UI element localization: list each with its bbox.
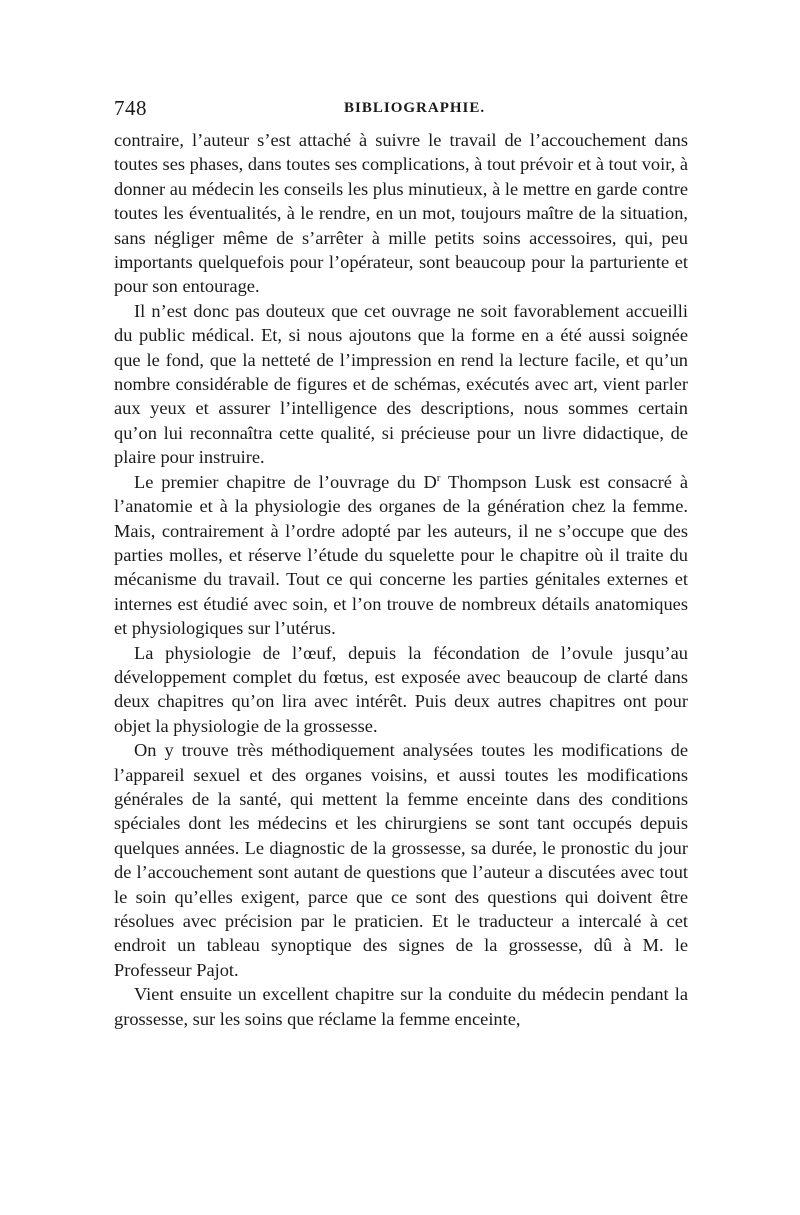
paragraph-6: Vient ensuite un excellent chapitre sur la conduite du médecin pendant la grossesse, sur les soins que réclame la femme enceinte,	[114, 984, 688, 1029]
paragraph-2: Il n’est donc pas douteux que cet ouvrage ne soit favorablement accueilli du public médical. Et, si nous ajoutons que la forme en a été aussi soignée que le fond, que la netteté de l’impression en rend la lecture facile, et qu’un nombre considérable de figures et de schémas, exécutés avec art, vient parler aux yeux et assurer l’intelligence des descriptions, nous sommes certain qu’on lui reconnaîtra cette qualité, si précieuse pour un livre didactique, de plaire pour instruire.	[114, 300, 688, 468]
paragraph-3	[114, 470, 688, 641]
paragraph-5: On y trouve très méthodiquement analysées toutes les modifications de l’appareil sexuel et des organes voisins, et aussi toutes les modifications générales de la santé, qui mettent la femme enceinte dans des conditions spéciales dont les médecins et les chirurgiens se sont tant occupés depuis quelques années. Le diagnostic de la grossesse, sa durée, le pronostic du jour de l’accouchement sont autant de questions que l’auteur a discutées avec tout le soin qu’elles exigent, parce que ce sont des questions qui doivent être résolues avec précision par le praticien. Et le traducteur a intercalé à cet endroit un tableau synoptique des signes de la grossesse, dû à M. le Professeur Pajot.	[114, 740, 688, 980]
paragraph-1: contraire, l’auteur s’est attaché à suivre le travail de l’accouchement dans toutes ses phases, dans toutes ses complications, à tout prévoir et à tout voir, à donner au médecin les conseils les plus minutieux, à le mettre en garde contre toutes les éventualités, à le rendre, en un mot, toujours maître de la situation, sans négliger même de s’arrêter à mille petits soins accessoires, qui, peu importants quelquefois pour l’opérateur, sont beaucoup pour la parturiente et pour son entourage.	[114, 130, 688, 297]
paragraph-4: La physiologie de l’œuf, depuis la fécondation de l’ovule jusqu’au développement complet du fœtus, est exposée avec beaucoup de clarté dans deux chapitres qu’on lira avec intérêt. Puis deux autres chapitres ont pour objet la physiologie de la grossesse.	[114, 642, 688, 736]
page-number: 748	[114, 96, 147, 120]
text-body	[114, 128, 688, 1031]
running-head	[114, 96, 688, 124]
paragraph-3-start: Le premier chapitre de l’ouvrage du D	[134, 471, 437, 492]
header-title: BIBLIOGRAPHIE.	[344, 100, 486, 116]
paragraph-3-rest: Thompson Lusk est consacré à l’anatomie et à la physiologie des organes de la génération chez la femme. Mais, contrairement à l’ordre adopté par les auteurs, il ne s’occupe que des parties molles, et réserve l’étude du squelette pour le chapitre où il traite du mécanisme du travail. Tout ce qui concerne les parties génitales externes et internes est étudié avec soin, et l’on trouve de nombreux détails anatomiques et physiologiques sur l’utérus.	[114, 471, 688, 639]
doctor-abbreviation-superscript: r	[436, 471, 441, 484]
